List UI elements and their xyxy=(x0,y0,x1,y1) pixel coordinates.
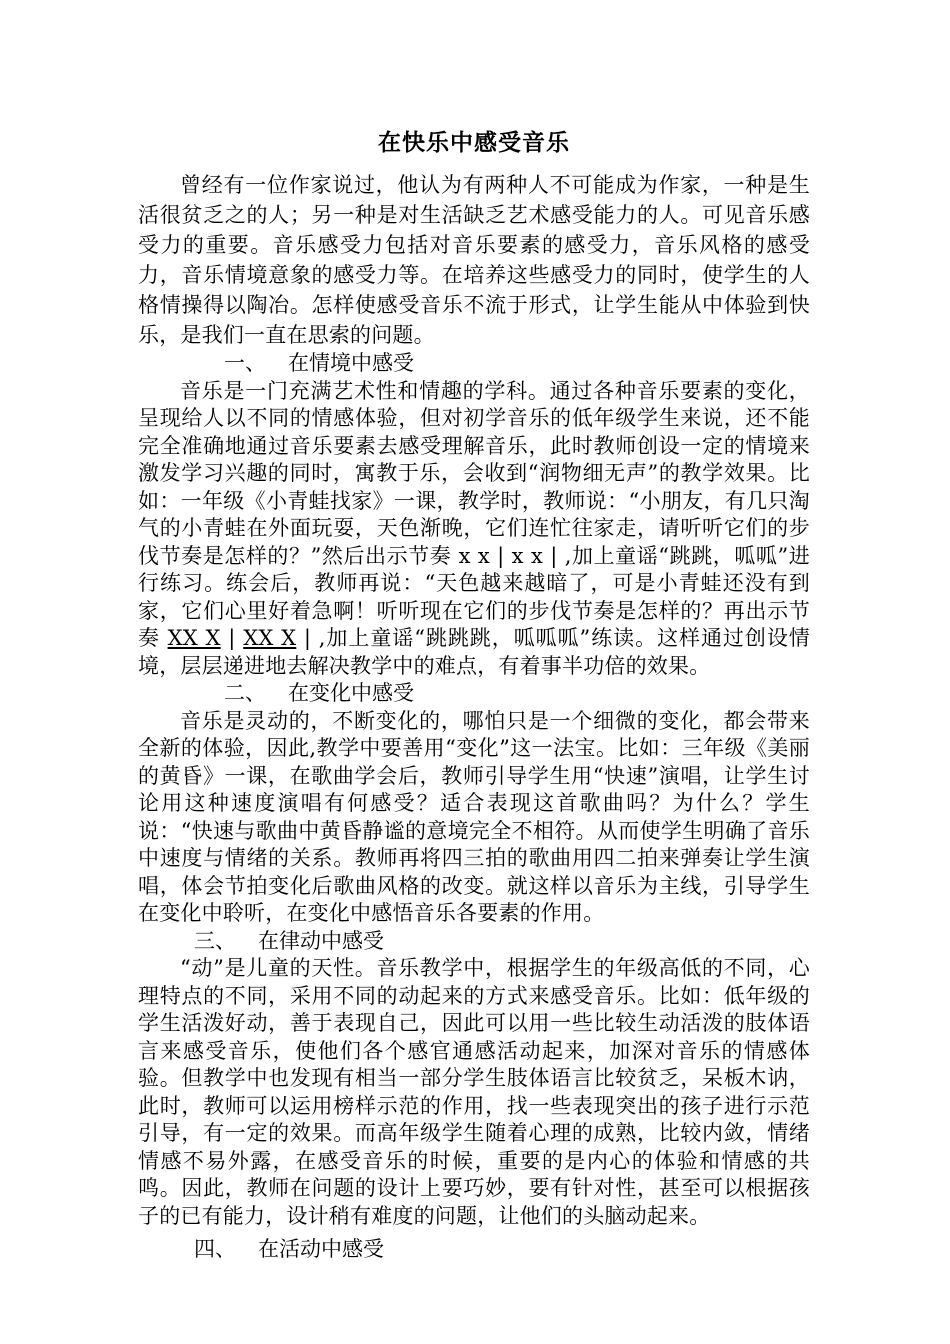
section-1-text-end: | ,加上童谣“跳跳跳，呱呱呱”练读。这样通过创设情境，层层递进地去解决教学中的难点，有着事半功倍的效果。 xyxy=(138,626,810,678)
section-heading-3 xyxy=(138,928,810,956)
section-heading-1 xyxy=(138,350,810,378)
section-heading-4 xyxy=(138,1236,810,1264)
rhythm-notation: XX X xyxy=(243,626,297,650)
section-title: 在律动中感受 xyxy=(258,928,384,953)
section-number: 二、 xyxy=(224,681,266,705)
section-1-text: 音乐是一门充满艺术性和情趣的学科。通过各种音乐要素的变化，呈现给人以不同的情感体验，但对初学音乐的低年级学生来说，还不能完全准确地通过音乐要素去感受理解音乐，此时教师创设一定的情境来激发学习兴趣的同时，寓教于乐，会收到“润物细无声”的教学效果。比如：一年级《小青蛙找家》一课，教学时，教师说：“小朋友，有几只淘气的小青蛙在外面玩耍，天色渐晚，它们连忙往家走，请听听它们的步伐节奏是怎样的？”然后出示节奏 x x | x x | ,加上童谣“跳跳，呱呱”进行练习。练会后，教师再说：“天色越来越暗了，可是小青蛙还没有到家，它们心里好着急啊！听听现在它们的步伐节奏是怎样的？再出示节奏 xyxy=(138,378,810,650)
section-number: 一、 xyxy=(224,351,266,375)
section-title: 在情境中感受 xyxy=(288,351,414,375)
document-page xyxy=(138,128,810,1264)
section-title: 在活动中感受 xyxy=(258,1237,384,1261)
section-2-paragraph: 音乐是灵动的，不断变化的，哪怕只是一个细微的变化，都会带来全新的体验，因此,教学中要善用“变化”这一法宝。比如：三年级《美丽的黄昏》一课，在歌曲学会后，教师引导学生用“快速”演唱，让学生讨论用这种速度演唱有何感受？适合表现这首歌曲吗？为什么？学生说：“快速与歌曲中黄昏静谧的意境完全不相符。从而使学生明确了音乐中速度与情绪的关系。教师再将四三拍的歌曲用四二拍来弹奏让学生演唱，体会节拍变化后歌曲风格的改变。就这样以音乐为主线，引导学生在变化中聆听，在变化中感悟音乐各要素的作用。 xyxy=(138,708,810,925)
section-heading-2 xyxy=(138,680,810,708)
intro-paragraph: 曾经有一位作家说过，他认为有两种人不可能成为作家，一种是生活很贫乏之的人；另一种是对生活缺乏艺术感受能力的人。可见音乐感受力的重要。音乐感受力包括对音乐要素的感受力，音乐风格的感受力，音乐情境意象的感受力等。在培养这些感受力的同时，使学生的人格情操得以陶冶。怎样使感受音乐不流于形式，让学生能从中体验到快乐，是我们一直在思索的问题。 xyxy=(138,173,810,347)
section-3-paragraph: “动”是儿童的天性。音乐教学中，根据学生的年级高低的不同，心理特点的不同，采用不同的动起来的方式来感受音乐。比如：低年级的学生活泼好动，善于表现自己，因此可以用一些比较生动活泼的肢体语言来感受音乐，使他们各个感官通感活动起来，加深对音乐的情感体验。但教学中也发现有相当一部分学生肢体语言比较贫乏，呆板木讷，此时，教师可以运用榜样示范的作用，找一些表现突出的孩子进行示范引导，有一定的效果。而高年级学生随着心理的成熟，比较内敛，情绪情感不易外露，在感受音乐的时候，重要的是内心的体验和情感的共鸣。因此，教师在问题的设计上要巧妙，要有针对性，甚至可以根据孩子的已有能力，设计稍有难度的问题，让他们的头脑动起来。 xyxy=(138,956,810,1228)
document-title: 在快乐中感受音乐 xyxy=(378,129,570,156)
section-number: 四、 xyxy=(194,1237,236,1261)
section-1-paragraph xyxy=(138,378,810,681)
rhythm-notation: XX X xyxy=(167,626,221,650)
section-title: 在变化中感受 xyxy=(288,681,414,705)
section-number: 三、 xyxy=(194,928,236,953)
bar-line: | xyxy=(220,626,244,650)
